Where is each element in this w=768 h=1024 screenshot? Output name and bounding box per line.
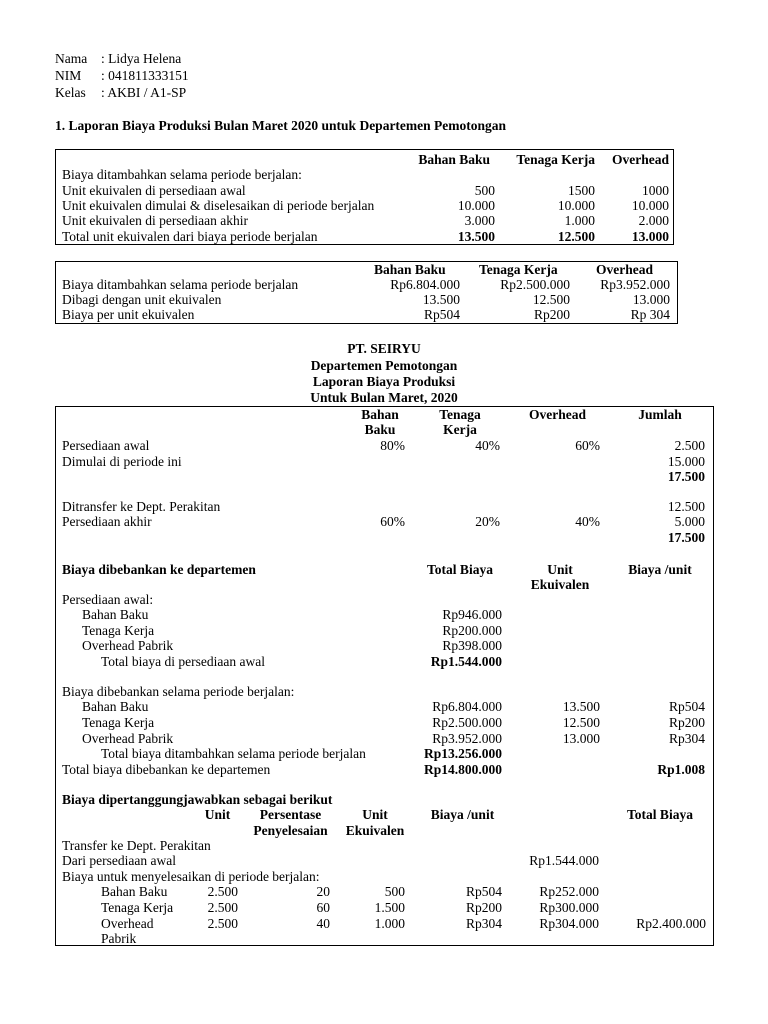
t1-cell: 3.000 (464, 213, 495, 228)
nim-label: NIM (55, 68, 82, 83)
acc-row-label: Overhead (101, 916, 154, 931)
charged-cell: 12.500 (562, 715, 600, 730)
acc-cell: 500 (384, 884, 405, 899)
charged-total: Rp1.544.000 (430, 654, 502, 669)
units-cell: 40% (575, 514, 600, 529)
department-name: Departemen Pemotongan (310, 358, 458, 373)
t2-row-label: Biaya per unit ekuivalen (62, 307, 195, 322)
t1-total-cell: 13.500 (457, 229, 495, 244)
acc-label: Dari persediaan awal (62, 853, 176, 868)
units-cell: 60% (380, 514, 405, 529)
t1-row-label: Total unit ekuivalen dari biaya periode berjalan (62, 229, 318, 244)
units-total: 17.500 (667, 530, 705, 545)
charged-cell: Rp2.500.000 (432, 715, 502, 730)
t1-cell: 1500 (568, 183, 595, 198)
acc-col-unit: Unit (204, 807, 231, 822)
units-label: Persediaan akhir (62, 514, 152, 529)
charged-total: Rp13.256.000 (423, 746, 502, 761)
charged-col-unit-2: Ekuivalen (530, 577, 590, 592)
charged-cell: Rp504 (668, 699, 705, 714)
t2-header-bahan: Bahan Baku (374, 262, 446, 277)
acc-cell: 60 (316, 900, 330, 915)
charged-cell: Rp200 (668, 715, 705, 730)
acc-row-label-2: Pabrik (101, 931, 137, 946)
t2-cell: 12.500 (532, 292, 570, 307)
t1-cell: 1.000 (564, 213, 595, 228)
t1-cell: 10.000 (457, 198, 495, 213)
units-cell: 80% (380, 438, 405, 453)
nim-value: : 041811333151 (101, 68, 189, 83)
charged-cell: Rp3.952.000 (432, 731, 502, 746)
charged-label: Biaya dibebankan selama periode berjalan: (62, 684, 295, 699)
acc-total: Rp2.400.000 (636, 916, 706, 931)
charged-cell: Rp304 (668, 731, 705, 746)
col-overhead: Overhead (529, 407, 586, 422)
units-cell: 5.000 (674, 514, 705, 529)
report-period: Untuk Bulan Maret, 2020 (310, 390, 458, 405)
t1-cell: 2.000 (638, 213, 669, 228)
acc-cell: Rp252.000 (539, 884, 599, 899)
charged-cell: Rp946.000 (442, 607, 502, 622)
t1-header-overhead: Overhead (612, 152, 669, 167)
col-tenaga: Tenaga (439, 407, 481, 422)
t2-row-label: Dibagi dengan unit ekuivalen (62, 292, 222, 307)
charged-label: Total biaya di persediaan awal (101, 654, 265, 669)
t1-row-label: Unit ekuivalen di persediaan awal (62, 183, 246, 198)
charged-label: Overhead Pabrik (82, 638, 174, 653)
acc-cell: 2.500 (207, 884, 238, 899)
t1-row-label: Biaya ditambahkan selama periode berjalan: (62, 167, 302, 182)
company-name: PT. SEIRYU (347, 341, 421, 356)
acc-cell: Rp300.000 (539, 900, 599, 915)
units-cell: 60% (575, 438, 600, 453)
charged-col-total: Total Biaya (427, 562, 493, 577)
charged-cell: 13.500 (562, 699, 600, 714)
nama-value: : Lidya Helena (101, 51, 182, 66)
acc-cell: 1.500 (374, 900, 405, 915)
units-cell: 12.500 (667, 499, 705, 514)
charged-label: Tenaga Kerja (82, 623, 155, 638)
charged-label: Overhead Pabrik (82, 731, 174, 746)
kelas-label: Kelas (55, 85, 86, 100)
charged-col-unit: Unit (547, 562, 573, 577)
acc-col-per-unit: Biaya /unit (430, 807, 495, 822)
acc-label: Biaya untuk menyelesaikan di periode berjalan: (62, 869, 320, 884)
kelas-value: : AKBI / A1-SP (101, 85, 187, 100)
acc-col-ue: Unit (362, 807, 388, 822)
acc-cell: Rp1.544.000 (529, 853, 599, 868)
charged-label: Tenaga Kerja (82, 715, 155, 730)
t1-row-label: Unit ekuivalen di persediaan akhir (62, 213, 248, 228)
charged-cell: Rp200.000 (442, 623, 502, 638)
t2-cell: Rp6.804.000 (390, 277, 460, 292)
charged-cell: 13.000 (562, 731, 600, 746)
acc-cell: 2.500 (207, 916, 238, 931)
t1-cell: 500 (474, 183, 495, 198)
charged-label: Bahan Baku (82, 607, 149, 622)
acc-col-persen: Persentase (259, 807, 322, 822)
charged-label: Total biaya dibebankan ke departemen (62, 762, 271, 777)
units-cell: 15.000 (667, 454, 705, 469)
col-bahan-2: Baku (364, 422, 396, 437)
units-label: Dimulai di periode ini (62, 454, 182, 469)
charged-col-per-unit: Biaya /unit (628, 562, 692, 577)
report-title: Laporan Biaya Produksi (312, 374, 456, 389)
units-cell: 40% (475, 438, 500, 453)
acc-cell: 20 (316, 884, 330, 899)
acc-cell: 2.500 (207, 900, 238, 915)
t2-cell: Rp200 (533, 307, 570, 322)
acc-cell: Rp304 (465, 916, 502, 931)
charged-heading: Biaya dibebankan ke departemen (62, 562, 256, 577)
charged-cell: Rp398.000 (442, 638, 502, 653)
t2-cell: Rp 304 (630, 307, 670, 322)
units-label: Ditransfer ke Dept. Perakitan (62, 499, 221, 514)
t2-header-overhead: Overhead (596, 262, 653, 277)
units-label: Persediaan awal (62, 438, 150, 453)
units-total: 17.500 (667, 469, 705, 484)
charged-label: Bahan Baku (82, 699, 149, 714)
acc-cell: Rp200 (465, 900, 502, 915)
charged-total: Rp14.800.000 (423, 762, 502, 777)
charged-label: Persediaan awal: (62, 592, 154, 607)
t1-cell: 10.000 (557, 198, 595, 213)
section-title: 1. Laporan Biaya Produksi Bulan Maret 2020 untuk Departemen Pemotongan (55, 118, 507, 133)
acc-col-persen-2: Penyelesaian (253, 823, 328, 838)
acc-cell: Rp504 (465, 884, 502, 899)
col-tenaga-2: Kerja (443, 422, 477, 437)
col-bahan: Bahan (361, 407, 399, 422)
charged-cell: Rp6.804.000 (432, 699, 502, 714)
units-cell: 20% (475, 514, 500, 529)
nama-label: Nama (55, 51, 88, 66)
t2-cell: Rp3.952.000 (600, 277, 670, 292)
units-cell: 2.500 (674, 438, 705, 453)
t2-cell: Rp2.500.000 (500, 277, 570, 292)
t1-header-bahan: Bahan Baku (418, 152, 490, 167)
t1-total-cell: 13.000 (631, 229, 669, 244)
acc-col-total: Total Biaya (627, 807, 693, 822)
col-jumlah: Jumlah (638, 407, 682, 422)
t2-cell: Rp504 (423, 307, 460, 322)
acc-cell: Rp304.000 (539, 916, 599, 931)
acc-label: Transfer ke Dept. Perakitan (62, 838, 211, 853)
t2-cell: 13.500 (422, 292, 460, 307)
acc-row-label: Bahan Baku (101, 884, 168, 899)
accounted-heading: Biaya dipertanggungjawabkan sebagai berikut (62, 792, 333, 807)
acc-cell: 1.000 (374, 916, 405, 931)
t1-header-tenaga: Tenaga Kerja (516, 152, 595, 167)
charged-total-per-unit: Rp1.008 (657, 762, 705, 777)
t2-row-label: Biaya ditambahkan selama periode berjalan (62, 277, 299, 292)
acc-row-label: Tenaga Kerja (101, 900, 174, 915)
acc-cell: 40 (316, 916, 330, 931)
t1-cell: 10.000 (631, 198, 669, 213)
charged-label: Total biaya ditambahkan selama periode berjalan (101, 746, 366, 761)
acc-col-ue-2: Ekuivalen (345, 823, 405, 838)
t2-header-tenaga: Tenaga Kerja (479, 262, 558, 277)
t2-cell: 13.000 (632, 292, 670, 307)
t1-total-cell: 12.500 (557, 229, 595, 244)
t1-row-label: Unit ekuivalen dimulai & diselesaikan di periode berjalan (62, 198, 375, 213)
t1-cell: 1000 (642, 183, 669, 198)
